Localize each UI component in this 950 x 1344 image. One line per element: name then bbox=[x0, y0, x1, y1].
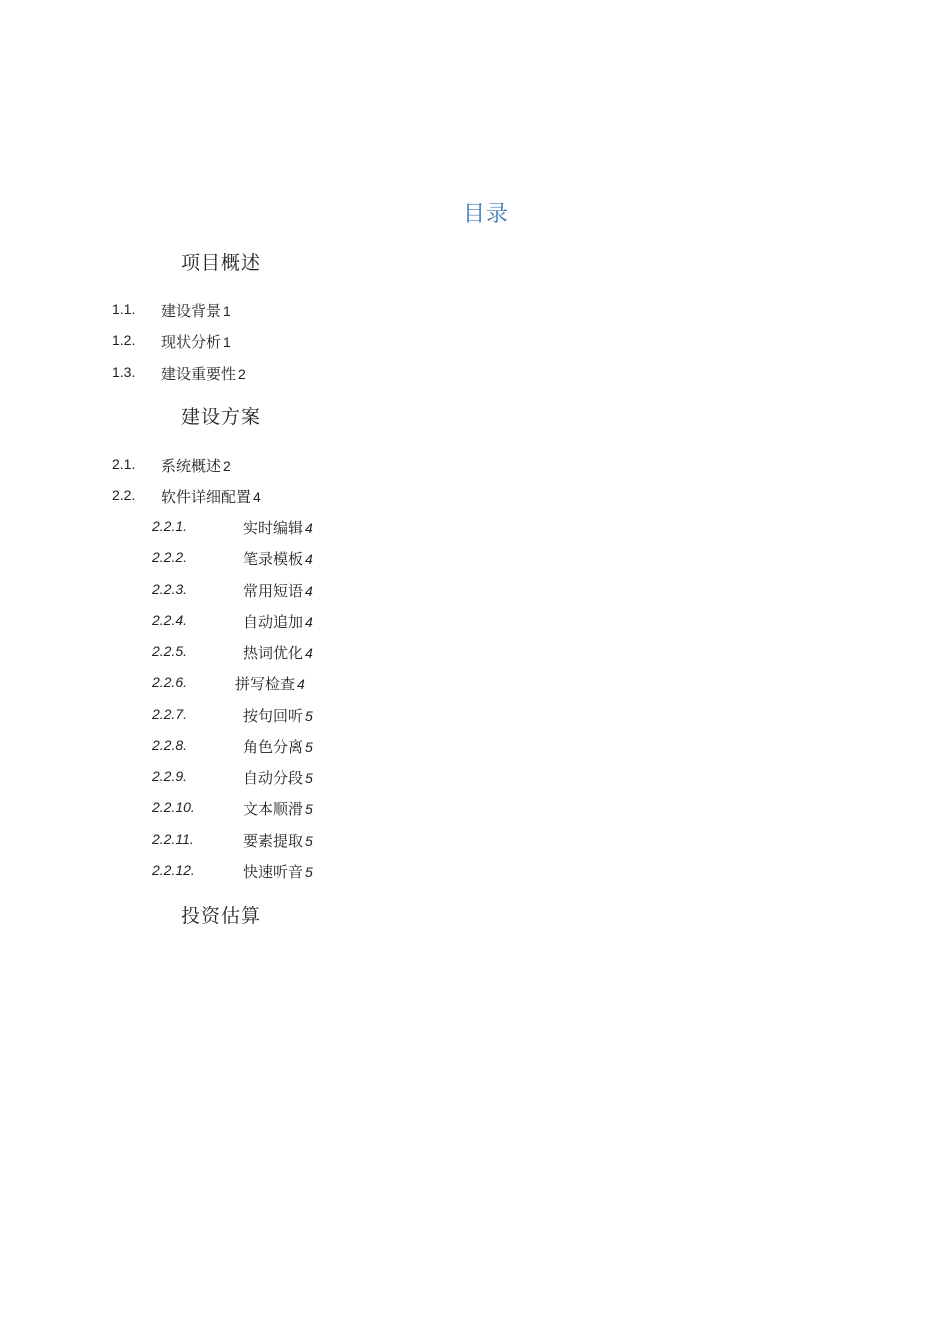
toc-entry-label: 软件详细配置 bbox=[161, 488, 252, 506]
toc-subentry-text bbox=[243, 767, 313, 788]
toc-subentry-label: 常用短语 bbox=[243, 582, 304, 600]
toc-entry-page: 4 bbox=[253, 489, 261, 505]
toc-entry-number: 1.1. bbox=[112, 301, 136, 317]
toc-entry-page: 2 bbox=[238, 366, 246, 382]
toc-subentry-label: 拼写检查 bbox=[235, 675, 296, 693]
toc-subentry-number: 2.2.11. bbox=[152, 831, 194, 847]
toc-subentry-text bbox=[243, 705, 313, 726]
toc-subentry-label: 要素提取 bbox=[243, 832, 304, 850]
toc-subentry-text bbox=[243, 861, 313, 882]
toc-entry-number: 1.2. bbox=[112, 332, 136, 348]
toc-subentry-number: 2.2.6. bbox=[152, 674, 188, 690]
toc-subentry-text bbox=[243, 580, 313, 601]
toc-subentry-page: 4 bbox=[297, 676, 305, 692]
toc-subentry-page: 5 bbox=[305, 739, 313, 755]
toc-subentry-number: 2.2.4. bbox=[152, 612, 188, 628]
toc-entry-text bbox=[161, 363, 246, 384]
toc-entry-page: 1 bbox=[223, 303, 231, 319]
toc-subentry-page: 4 bbox=[305, 583, 313, 599]
toc-subentry-page: 5 bbox=[305, 833, 313, 849]
toc-subentry-text bbox=[243, 798, 313, 819]
toc-subentry-label: 文本顺滑 bbox=[243, 800, 304, 818]
toc-subentry-page: 4 bbox=[305, 645, 313, 661]
toc-entry-page: 2 bbox=[223, 458, 231, 474]
toc-heading-1[interactable]: 项目概述 bbox=[181, 252, 262, 274]
toc-entry-number: 2.1. bbox=[112, 456, 136, 472]
toc-subentry-page: 5 bbox=[305, 708, 313, 724]
toc-entry-label: 现状分析 bbox=[161, 333, 222, 351]
toc-subentry-label: 自动分段 bbox=[243, 769, 304, 787]
toc-subentry-number: 2.2.3. bbox=[152, 581, 188, 597]
toc-subentry-number: 2.2.12. bbox=[152, 862, 195, 878]
toc-subentry-label: 笔录模板 bbox=[243, 550, 304, 568]
toc-subentry-label: 按句回听 bbox=[243, 707, 304, 725]
toc-subentry-label: 热词优化 bbox=[243, 644, 304, 662]
toc-subentry-number: 2.2.10. bbox=[152, 799, 195, 815]
toc-entry-number: 2.2. bbox=[112, 487, 136, 503]
toc-heading-2[interactable]: 建设方案 bbox=[181, 406, 262, 428]
toc-subentry-number: 2.2.9. bbox=[152, 768, 188, 784]
toc-subentry-page: 4 bbox=[305, 614, 313, 630]
toc-subentry-text bbox=[235, 673, 305, 694]
toc-subentry-label: 快速听音 bbox=[243, 863, 304, 881]
toc-subentry-text bbox=[243, 830, 313, 851]
toc-subentry-label: 自动追加 bbox=[243, 613, 304, 631]
toc-subentry-text bbox=[243, 517, 313, 538]
toc-title: 目录 bbox=[462, 202, 509, 227]
toc-entry-number: 1.3. bbox=[112, 364, 136, 380]
toc-subentry-text bbox=[243, 548, 313, 569]
toc-entry-label: 系统概述 bbox=[161, 457, 222, 475]
toc-subentry-page: 5 bbox=[305, 801, 313, 817]
toc-subentry-text bbox=[243, 736, 313, 757]
toc-subentry-number: 2.2.7. bbox=[152, 706, 188, 722]
toc-subentry-text bbox=[243, 611, 313, 632]
toc-subentry-page: 5 bbox=[305, 864, 313, 880]
toc-subentry-number: 2.2.5. bbox=[152, 643, 188, 659]
toc-entry-text bbox=[161, 455, 231, 476]
toc-entry-label: 建设重要性 bbox=[161, 365, 237, 383]
toc-entry-text bbox=[161, 331, 231, 352]
toc-subentry-page: 5 bbox=[305, 770, 313, 786]
toc-subentry-page: 4 bbox=[305, 551, 313, 567]
toc-entry-page: 1 bbox=[223, 334, 231, 350]
toc-subentry-page: 4 bbox=[305, 520, 313, 536]
toc-subentry-number: 2.2.8. bbox=[152, 737, 188, 753]
toc-subentry-label: 角色分离 bbox=[243, 738, 304, 756]
toc-subentry-label: 实时编辑 bbox=[243, 519, 304, 537]
toc-subentry-text bbox=[243, 642, 313, 663]
toc-subentry-number: 2.2.1. bbox=[152, 518, 188, 534]
toc-heading-3[interactable]: 投资估算 bbox=[181, 905, 262, 927]
toc-entry-label: 建设背景 bbox=[161, 302, 222, 320]
toc-entry-text bbox=[161, 300, 231, 321]
toc-entry-text bbox=[161, 486, 261, 507]
toc-subentry-number: 2.2.2. bbox=[152, 549, 188, 565]
